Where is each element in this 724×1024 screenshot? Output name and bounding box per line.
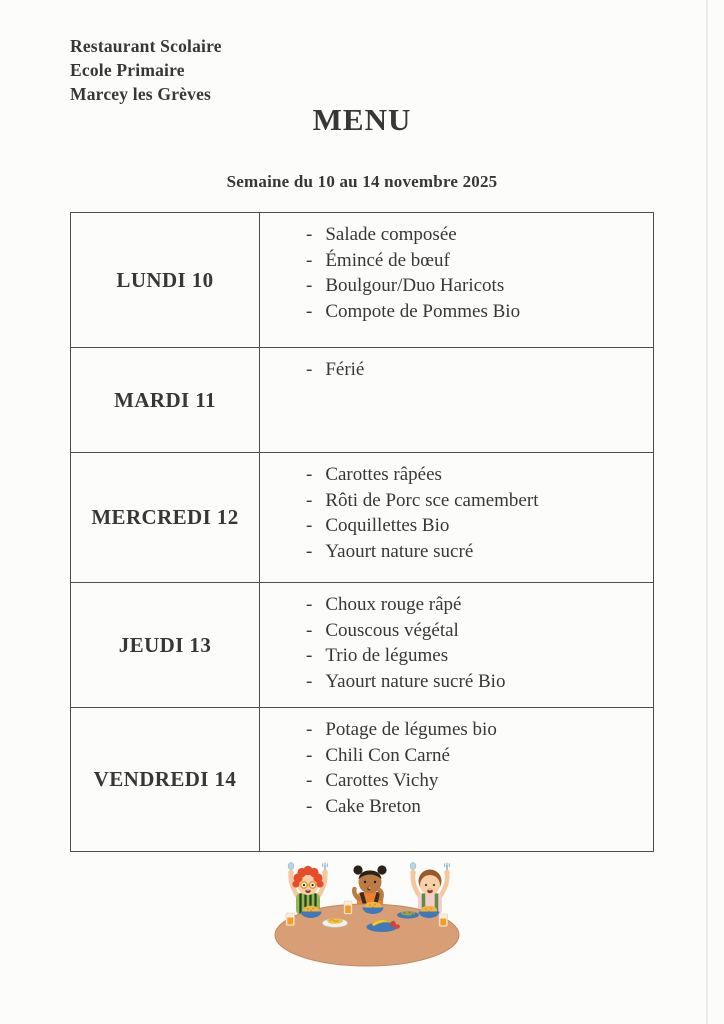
school-info-line: Marcey les Grèves <box>70 84 212 104</box>
menu-table-row <box>71 453 654 583</box>
menu-table-body <box>71 213 654 852</box>
menu-table <box>70 212 654 852</box>
menu-item-text: Chili Con Carné <box>325 744 450 766</box>
menu-item <box>306 273 647 299</box>
day-label: MERCREDI 12 <box>71 453 260 583</box>
menu-item <box>306 794 647 820</box>
menu-item <box>306 618 647 644</box>
menu-item-text: Carottes Vichy <box>325 770 439 791</box>
children-eating-icon <box>263 862 471 969</box>
page-title: MENU <box>312 102 412 137</box>
menu-item <box>306 539 647 565</box>
menu-items-cell <box>260 708 654 852</box>
menu-item-text: Carottes râpées <box>325 464 442 485</box>
bullet-dash: - <box>306 489 313 511</box>
children-eating-illustration <box>263 862 471 969</box>
bullet-dash: - <box>306 770 313 791</box>
menu-item <box>306 222 647 248</box>
menu-items-cell <box>260 583 654 708</box>
menu-table-row <box>71 708 654 852</box>
menu-item-text: Férié <box>325 359 365 380</box>
menu-items-cell <box>260 453 654 583</box>
menu-item-text: Cake Breton <box>325 795 421 817</box>
bullet-dash: - <box>306 540 313 562</box>
bullet-dash: - <box>306 594 313 615</box>
school-info <box>70 34 222 106</box>
menu-item-text: Compote de Pommes Bio <box>325 300 521 322</box>
bullet-dash: - <box>306 249 313 271</box>
bullet-dash: - <box>306 464 313 485</box>
menu-item-text: Couscous végétal <box>325 619 459 641</box>
menu-item-text: Salade composée <box>325 224 457 245</box>
bullet-dash: - <box>306 645 313 666</box>
menu-item-text: Potage de légumes bio <box>325 719 497 740</box>
school-info-line: Restaurant Scolaire <box>70 36 222 56</box>
menu-item-text: Boulgour/Duo Haricots <box>325 275 505 296</box>
menu-item <box>306 643 647 669</box>
day-label: MARDI 11 <box>71 348 260 453</box>
bullet-dash: - <box>306 300 313 322</box>
bullet-dash: - <box>306 224 313 245</box>
menu-item <box>306 462 647 488</box>
menu-table-row <box>71 583 654 708</box>
menu-item <box>306 669 647 695</box>
menu-item-text: Émincé de bœuf <box>325 249 450 271</box>
menu-table-row <box>71 213 654 348</box>
bullet-dash: - <box>306 359 313 380</box>
menu-item-text: Choux rouge râpé <box>325 594 462 615</box>
menu-item <box>306 717 647 743</box>
menu-item <box>306 357 647 383</box>
menu-item <box>306 299 647 325</box>
menu-item <box>306 513 647 539</box>
menu-item <box>306 248 647 274</box>
menu-item <box>306 768 647 794</box>
menu-item <box>306 488 647 514</box>
day-label: LUNDI 10 <box>71 213 260 348</box>
bullet-dash: - <box>306 275 313 296</box>
week-subtitle: Semaine du 10 au 14 novembre 2025 <box>226 172 498 191</box>
menu-item-text: Yaourt nature sucré <box>325 540 474 562</box>
menu-item <box>306 743 647 769</box>
menu-table-row <box>71 348 654 453</box>
bullet-dash: - <box>306 795 313 817</box>
menu-item-text: Coquillettes Bio <box>325 515 450 536</box>
menu-items-cell <box>260 348 654 453</box>
menu-item-text: Trio de légumes <box>325 645 449 666</box>
bullet-dash: - <box>306 515 313 536</box>
menu-item-text: Yaourt nature sucré Bio <box>325 670 506 692</box>
menu-item <box>306 592 647 618</box>
menu-item-text: Rôti de Porc sce camembert <box>325 489 539 511</box>
day-label: JEUDI 13 <box>71 583 260 708</box>
bullet-dash: - <box>306 719 313 740</box>
bullet-dash: - <box>306 619 313 641</box>
bullet-dash: - <box>306 744 313 766</box>
school-info-line: Ecole Primaire <box>70 60 185 80</box>
scan-edge-artifact <box>706 0 708 1024</box>
menu-items-cell <box>260 213 654 348</box>
bullet-dash: - <box>306 670 313 692</box>
day-label: VENDREDI 14 <box>71 708 260 852</box>
